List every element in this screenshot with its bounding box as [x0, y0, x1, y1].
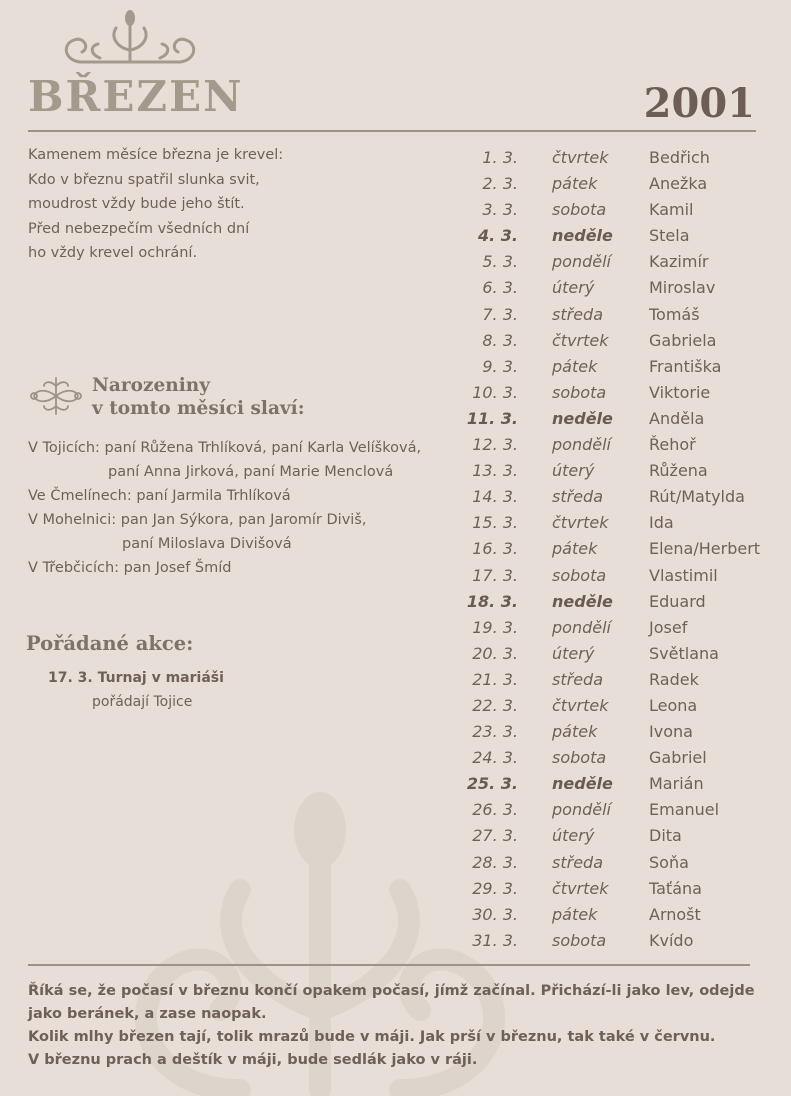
calendar-row — [472, 823, 780, 849]
birthday-line: V Mohelnici: pan Jan Sýkora, pan Jaromír Diviš, — [28, 512, 367, 528]
calendar-date: 25. 3. — [466, 774, 518, 794]
calendar-date: 24. 3. — [472, 748, 518, 768]
calendar-date: 20. 3. — [472, 643, 518, 663]
calendar-row — [480, 171, 780, 197]
calendar-row — [480, 302, 780, 328]
calendar-date: 9. 3. — [482, 356, 518, 376]
calendar-row — [472, 432, 780, 458]
calendar-day: úterý — [552, 278, 595, 298]
calendar-name: Rút/Matylda — [649, 487, 745, 507]
calendar-row — [472, 850, 780, 876]
calendar-date: 31. 3. — [472, 930, 518, 950]
calendar-name: Řehoř — [649, 435, 696, 455]
event-item: 17. 3. Turnaj v mariáši — [48, 670, 224, 686]
calendar-row — [472, 693, 780, 719]
calendar-day: čtvrtek — [552, 330, 609, 350]
calendar-name: Taťána — [649, 878, 702, 898]
calendar-day: středa — [552, 304, 603, 324]
calendar-date: 3. 3. — [482, 200, 518, 220]
calendar-name: Tomáš — [649, 304, 700, 324]
calendar-row — [472, 615, 780, 641]
calendar-name: Soňa — [649, 852, 689, 872]
calendar-row — [480, 328, 780, 354]
calendar-row — [472, 510, 780, 536]
calendar-row — [472, 876, 780, 902]
calendar-day: pátek — [552, 539, 598, 559]
calendar-day: neděle — [552, 226, 613, 246]
calendar-day: pondělí — [552, 435, 611, 455]
poem-line: Kdo v březnu spatřil slunka svit, — [28, 171, 260, 188]
calendar-row — [466, 406, 780, 432]
calendar-row — [480, 354, 780, 380]
calendar-date: 30. 3. — [472, 904, 518, 924]
top-divider — [28, 130, 756, 132]
calendar-date: 23. 3. — [472, 722, 518, 742]
calendar-name: Gabriela — [649, 330, 717, 350]
birthday-line: V Tojicích: paní Růžena Trhlíková, paní Karla Velíšková, — [28, 440, 422, 456]
calendar-name: Ida — [649, 513, 674, 533]
calendar-name: Bedřich — [649, 148, 710, 167]
calendar-day: neděle — [552, 591, 613, 611]
calendar-name: Františka — [649, 356, 722, 376]
calendar-day: neděle — [552, 774, 613, 794]
calendar-date: 27. 3. — [472, 826, 518, 846]
calendar-row — [480, 223, 780, 249]
calendar-name: Eduard — [649, 591, 706, 611]
calendar-day: úterý — [552, 643, 595, 663]
weather-sayings — [28, 980, 758, 1072]
calendar-date: 5. 3. — [482, 252, 518, 272]
birthdays-heading-line: Narozeniny — [92, 375, 210, 396]
calendar-row — [472, 536, 780, 562]
calendar-name: Leona — [649, 695, 698, 715]
calendar-name: Kazimír — [649, 252, 709, 272]
calendar-row — [466, 771, 780, 797]
calendar-row — [480, 197, 780, 223]
calendar-day: středa — [552, 487, 603, 507]
calendar-row — [472, 563, 780, 589]
bottom-divider — [28, 964, 750, 966]
calendar-name: Viktorie — [649, 382, 711, 402]
calendar-date: 16. 3. — [472, 539, 518, 559]
calendar-list — [466, 145, 780, 954]
calendar-row — [472, 484, 780, 510]
calendar-row — [472, 928, 780, 954]
calendar-name: Marián — [649, 774, 704, 794]
calendar-day: pátek — [552, 904, 598, 924]
birthday-line: paní Miloslava Divišová — [122, 536, 292, 552]
saying-text: Říká se, že počasí v březnu končí opakem počasí, jímž začínal. Přichází-li jako lev, odejde jako beránek, a zase naopak. — [28, 983, 755, 1022]
poem-line: ho vždy krevel ochrání. — [28, 245, 198, 261]
calendar-name: Arnošt — [649, 904, 701, 924]
calendar-day: sobota — [552, 200, 607, 220]
poem-line: moudrost vždy bude jeho štít. — [28, 196, 245, 212]
birthdays-heading — [92, 374, 305, 420]
calendar-date: 21. 3. — [472, 669, 518, 689]
calendar-date: 19. 3. — [472, 617, 518, 637]
calendar-date: 2. 3. — [482, 174, 518, 194]
calendar-date: 15. 3. — [472, 513, 518, 533]
calendar-day: sobota — [552, 382, 607, 402]
saying-text: V březnu prach a deštík v máji, bude sedlák jako v ráji. — [28, 1052, 478, 1068]
calendar-day: neděle — [552, 408, 613, 428]
calendar-name: Kvído — [649, 930, 694, 950]
calendar-date: 6. 3. — [482, 278, 518, 298]
calendar-day: pondělí — [552, 800, 611, 820]
calendar-day: pondělí — [552, 617, 611, 637]
calendar-date: 1. 3. — [482, 148, 518, 167]
calendar-day: čtvrtek — [552, 878, 609, 898]
year-title: 2001 — [643, 80, 755, 127]
birthday-line: V Třebčicích: pan Josef Šmíd — [28, 560, 232, 576]
calendar-day: pondělí — [552, 252, 611, 272]
calendar-name: Dita — [649, 826, 682, 846]
birthday-line: Ve Čmelínech: paní Jarmila Trhlíková — [28, 488, 291, 504]
calendar-row — [472, 458, 780, 484]
calendar-row — [466, 589, 780, 615]
calendar-name: Elena/Herbert — [649, 539, 761, 559]
calendar-date: 10. 3. — [472, 382, 518, 402]
calendar-row — [472, 641, 780, 667]
calendar-name: Stela — [649, 226, 690, 246]
calendar-date: 8. 3. — [482, 330, 518, 350]
calendar-day: čtvrtek — [552, 695, 609, 715]
calendar-name: Radek — [649, 669, 699, 689]
calendar-row — [472, 745, 780, 771]
poem-line: Před nebezpečím všedních dní — [28, 220, 250, 237]
calendar-name: Kamil — [649, 200, 694, 220]
calendar-date: 22. 3. — [472, 695, 518, 715]
calendar-day: pátek — [552, 356, 598, 376]
birthdays-heading-line: v tomto měsíci slaví: — [92, 398, 305, 419]
calendar-day: sobota — [552, 565, 607, 585]
calendar-row — [472, 797, 780, 823]
calendar-day: úterý — [552, 826, 595, 846]
calendar-row — [480, 275, 780, 301]
calendar-name: Gabriel — [649, 748, 707, 768]
calendar-row — [472, 667, 780, 693]
birthday-line: paní Anna Jirková, paní Marie Menclová — [108, 464, 394, 480]
events-heading: Pořádané akce: — [26, 632, 194, 655]
calendar-day: čtvrtek — [552, 513, 609, 533]
calendar-date: 28. 3. — [472, 852, 518, 872]
birthdays-list — [28, 436, 421, 580]
event-organizer: pořádají Tojice — [92, 694, 193, 710]
calendar-row — [472, 719, 780, 745]
calendar-date: 17. 3. — [472, 565, 518, 585]
month-title: BŘEZEN — [28, 72, 244, 121]
calendar-day: středa — [552, 669, 603, 689]
poem-line: Kamenem měsíce března je krevel: — [28, 147, 284, 163]
calendar-name: Emanuel — [649, 800, 720, 820]
calendar-name: Josef — [649, 617, 688, 637]
calendar-day: úterý — [552, 461, 595, 481]
calendar-date: 29. 3. — [472, 878, 518, 898]
calendar-date: 7. 3. — [482, 304, 518, 324]
calendar-day: pátek — [552, 174, 598, 194]
calendar-day: sobota — [552, 930, 607, 950]
flower-ornament-icon — [28, 374, 84, 418]
calendar-date: 18. 3. — [466, 591, 518, 611]
calendar-name: Růžena — [649, 461, 708, 481]
calendar-day: sobota — [552, 748, 607, 768]
calendar-name: Miroslav — [649, 278, 716, 298]
calendar-row — [472, 380, 780, 406]
calendar-name: Světlana — [649, 643, 719, 663]
calendar-day: pátek — [552, 722, 598, 742]
calendar-date: 12. 3. — [472, 435, 518, 455]
calendar-date: 13. 3. — [472, 461, 518, 481]
calendar-day: středa — [552, 852, 603, 872]
calendar-date: 26. 3. — [472, 800, 518, 820]
calendar-name: Vlastimil — [649, 565, 718, 585]
calendar-row — [480, 145, 780, 171]
calendar-row — [480, 249, 780, 275]
calendar-day: čtvrtek — [552, 148, 609, 167]
month-poem — [28, 143, 283, 266]
calendar-date: 14. 3. — [472, 487, 518, 507]
calendar-row — [472, 902, 780, 928]
calendar-name: Anežka — [649, 174, 708, 194]
calendar-name: Ivona — [649, 722, 693, 742]
calendar-date: 11. 3. — [466, 408, 518, 428]
calendar-date: 4. 3. — [478, 226, 518, 246]
saying-text: Kolik mlhy březen tají, tolik mrazů bude v máji. Jak prší v březnu, tak také v červnu. — [28, 1029, 716, 1045]
calendar-name: Anděla — [649, 408, 705, 428]
flourish-ornament-icon — [60, 10, 200, 70]
